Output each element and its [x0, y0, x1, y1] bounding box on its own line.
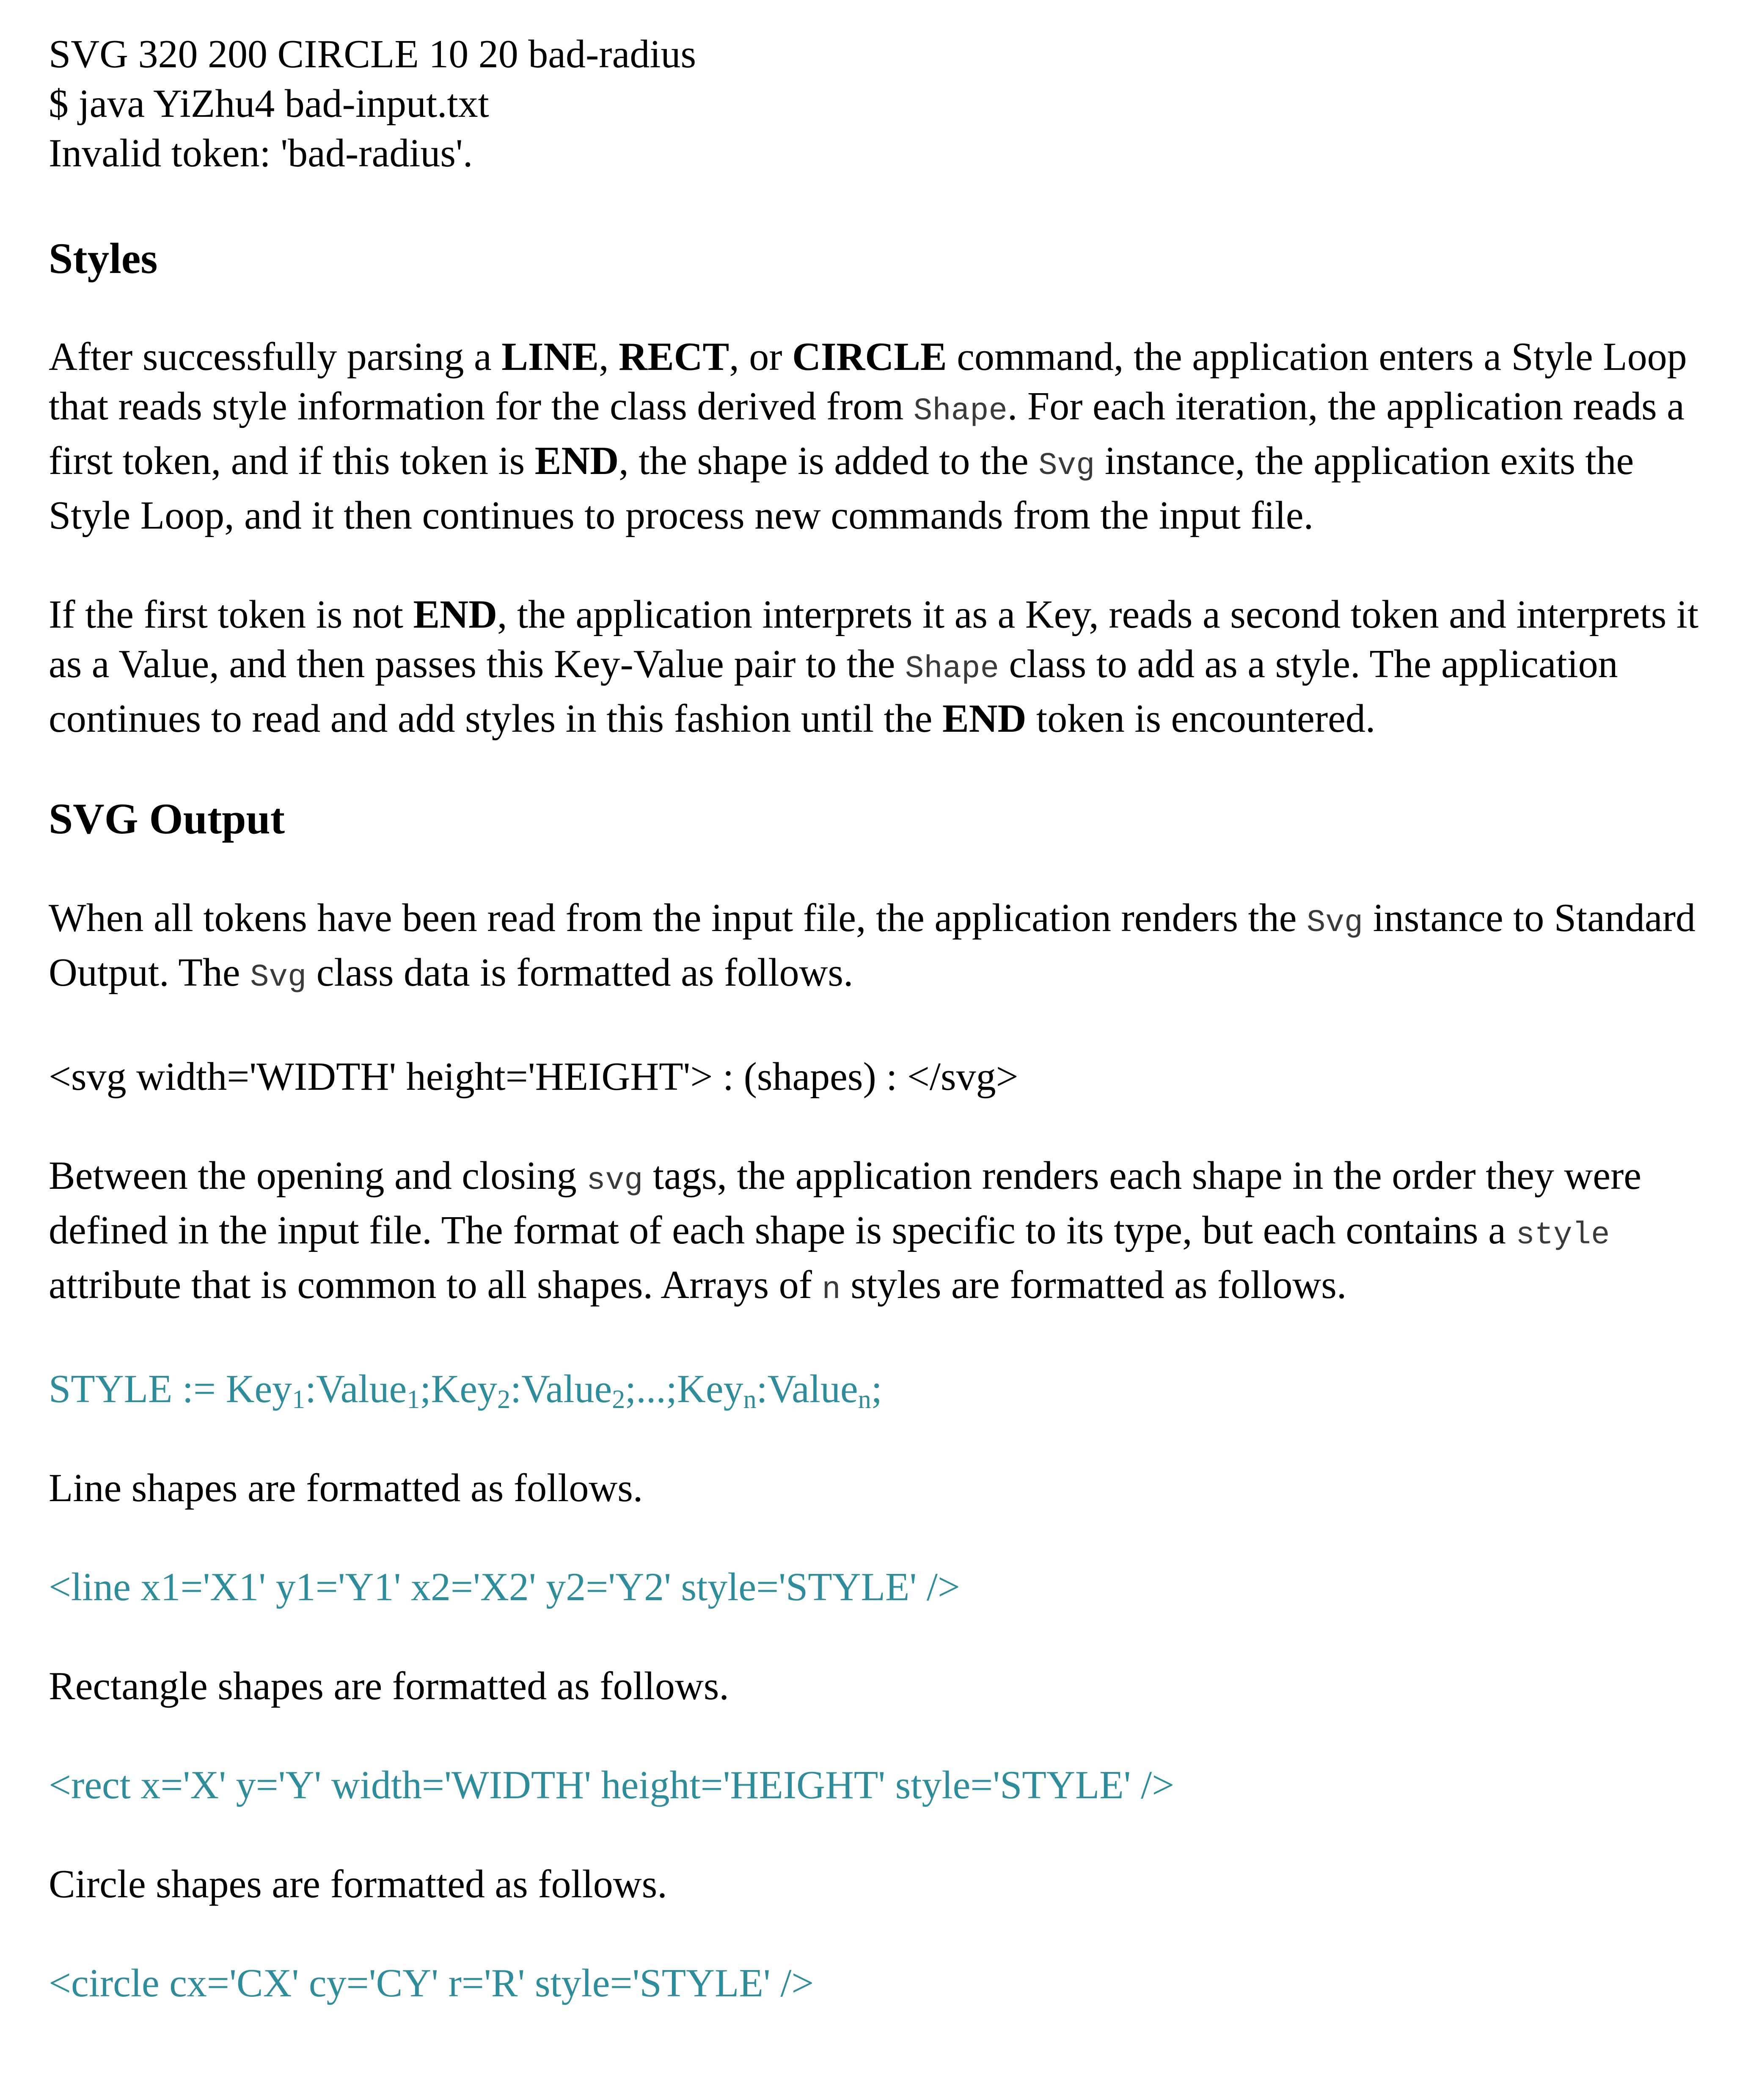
output-line-3: Invalid token: 'bad-radius'.	[49, 131, 473, 175]
code-shape: Shape	[905, 651, 999, 687]
circle-shapes-intro: Circle shapes are formatted as follows.	[49, 1862, 667, 1906]
document-page	[49, 30, 1712, 2008]
program-output-block	[49, 30, 1712, 178]
output-line-2: $ java YiZhu4 bad-input.txt	[49, 82, 489, 126]
code-svg: Svg	[250, 960, 307, 995]
styles-paragraph-1: After successfully parsing a LINE, RECT, or CIRCLE command, the application enters a Style Loop that reads style information for the class derived from Shape. For each iteration, the application reads a first token, and if this token is END, the shape is added to the Svg instance, the application exits the Style Loop, and it then continues to process new commands from the input file.	[49, 335, 1687, 537]
styles-paragraph-2: If the first token is not END, the application interprets it as a Key, reads a second token and interprets it as a Value, and then passes this Key-Value pair to the Shape class to add as a style. The application continues to read and add styles in this fashion until the END token is encountered.	[49, 593, 1699, 741]
code-svg-tag: svg	[586, 1163, 643, 1199]
code-style: style	[1516, 1218, 1610, 1253]
svg-output-paragraph-1: When all tokens have been read from the input file, the application renders the Svg instance to Standard Output. The Svg class data is formatted as follows.	[49, 896, 1696, 995]
style-format-definition: STYLE := Key$_1$:Value$_1$;Key$_2$:Value$_2$;...;Key$_n$:Value$_n$;	[49, 1367, 882, 1414]
svg-format-line: <svg width='WIDTH' height='HEIGHT'> : (shapes) : </svg>	[49, 1055, 1019, 1099]
code-svg: Svg	[1038, 448, 1095, 484]
svg-output-heading: SVG Output	[49, 795, 285, 843]
styles-heading: Styles	[49, 234, 158, 283]
svg-output-paragraph-2: Between the opening and closing svg tags, the application renders each shape in the order they were defined in the input file. The format of each shape is specific to its type, but each contains a style attribute that is common to all shapes. Arrays of n styles are formatted as follows.	[49, 1154, 1641, 1308]
rect-format: <rect x='X' y='Y' width='WIDTH' height='HEIGHT' style='STYLE' />	[49, 1763, 1175, 1807]
code-svg: Svg	[1306, 905, 1363, 941]
code-shape: Shape	[913, 394, 1008, 429]
line-shapes-intro: Line shapes are formatted as follows.	[49, 1466, 643, 1510]
output-line-1: SVG 320 200 CIRCLE 10 20 bad-radius	[49, 32, 696, 76]
circle-format: <circle cx='CX' cy='CY' r='R' style='STYLE' />	[49, 1961, 814, 2005]
code-n: n	[822, 1272, 841, 1308]
rect-shapes-intro: Rectangle shapes are formatted as follows.	[49, 1664, 729, 1708]
line-format: <line x1='X1' y1='Y1' x2='X2' y2='Y2' style='STYLE' />	[49, 1565, 961, 1609]
